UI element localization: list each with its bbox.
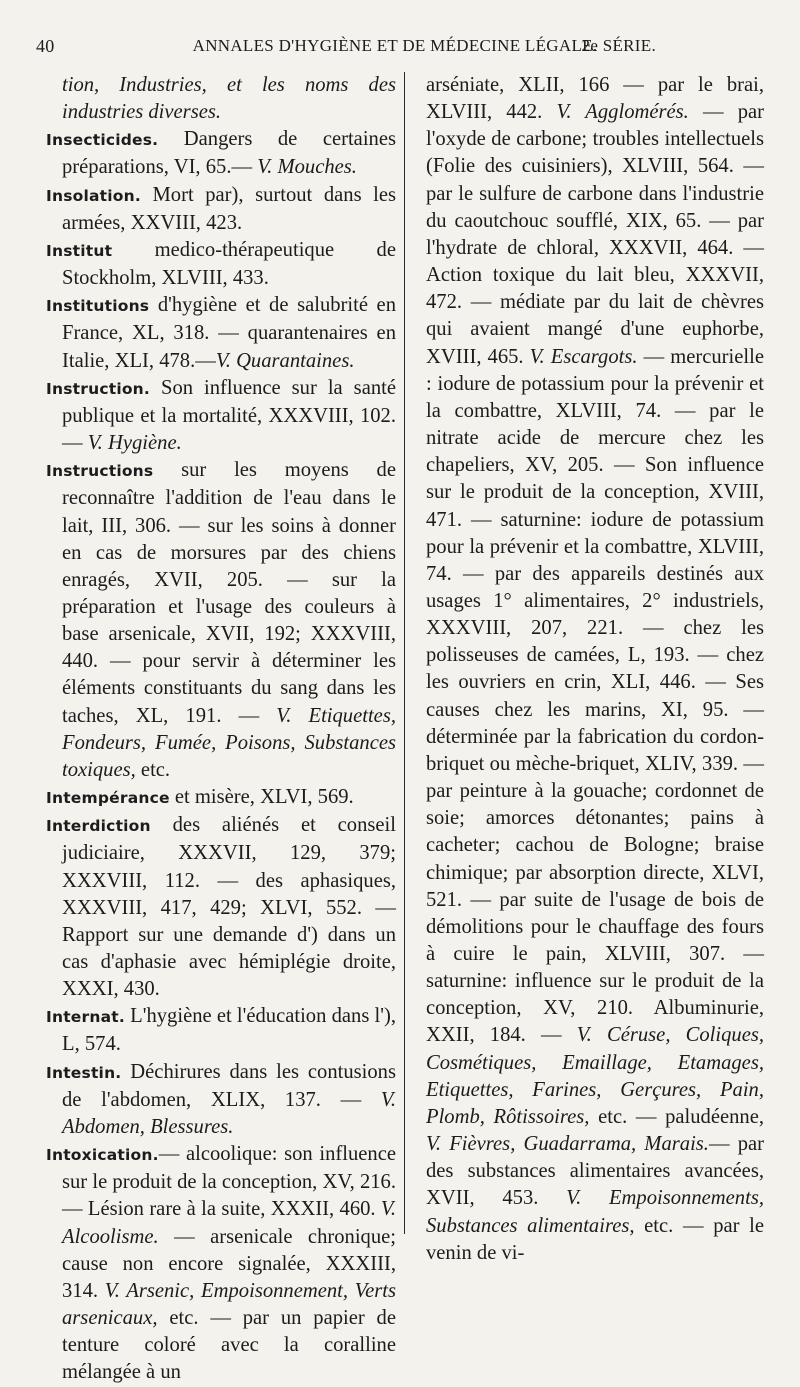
entry-term: Instructions bbox=[46, 462, 154, 481]
entry-text: L'hygiène et l'éducation dans l'), L, 574. bbox=[62, 1005, 396, 1056]
cross-reference: V. Agglomérés. bbox=[556, 101, 689, 124]
entry-text: etc. — paludéenne, bbox=[589, 1105, 765, 1128]
index-entry bbox=[46, 784, 396, 812]
entry-text: — arsenicale chronique; cause non encore signalée, XXXIII, 314. bbox=[62, 1225, 396, 1302]
entry-term: Institutions bbox=[46, 297, 150, 316]
series-label: 2e SÉRIE. bbox=[581, 36, 656, 55]
entry-text: — par des substances alimentaires avancées, XVII, 453. bbox=[426, 1133, 764, 1210]
entry-text: — alcoolique: son influence sur le produit de la conception, XV, 216. — Lésion rare à la suite, XXXII, 460. bbox=[62, 1143, 396, 1221]
index-entry bbox=[46, 457, 396, 784]
cross-reference: V. Abdomen, Blessures. bbox=[62, 1088, 396, 1138]
entry-text: etc. bbox=[135, 758, 171, 781]
entry-text: — mercurielle : iodure de potassium pour la prévenir et la combattre, XLVIII, 74. — par le nitrate acide de mercure chez les chapeliers, XV, 205. — Son influence sur le produit de la conception, XVIII, 471. — saturnine: iodure de potassium pour la prévenir et la combattre, XLVIII, 74. — par des appareils destinés aux usages 1° alimentaires, 2° industriels, XXXVIII, 207, 221. — chez les polisseuses de camées, L, 193. — chez les ouvriers en crin, XLI, 446. — Ses causes chez les marins, XI, 95. — déterminée par la fabrication du cordon-briquet ou mèche-briquet, XLIV, 339. — par peinture à la gouache; cordonnet de soie; amorces détonantes; pains à cacheter; cachou de Bologne; braise chimique; par absorption directe, XLVI, 521. — par suite de l'usage de bois de démolitions pour le chauffage des fours à cuire le pain, XLVIII, 307. — saturnine: influence sur le produit de la conception, XV, 210. Albuminurie, XXII, 184. — bbox=[426, 345, 764, 1047]
journal-title: ANNALES D'HYGIÈNE ET DE MÉDECINE LÉGALE. bbox=[192, 36, 598, 55]
entry-text: Déchirures dans les contusions de l'abdomen, XLIX, 137. — bbox=[62, 1060, 396, 1111]
entry-text: et misère, XLVI, 569. bbox=[169, 786, 354, 809]
cross-reference: V. Arsenic, Empoisonnement, Verts arsenicaux, bbox=[62, 1279, 396, 1330]
index-entry bbox=[426, 72, 764, 1267]
right-column bbox=[426, 72, 764, 1267]
entry-text: etc. — par un papier de tenture coloré avec la coralline mélangée à un bbox=[62, 1307, 396, 1384]
cross-reference: V. Etiquettes, Fondeurs, Fumée, Poisons, Substances toxiques, bbox=[62, 704, 396, 781]
entry-term: Intestin. bbox=[46, 1063, 122, 1082]
cross-reference: V. Alcoolisme. bbox=[62, 1198, 396, 1248]
cross-reference: V. Mouches. bbox=[257, 156, 357, 179]
index-entry bbox=[46, 182, 396, 237]
entry-term: Interdiction bbox=[46, 817, 151, 836]
entry-text: Son influence sur la santé publique et la mortalité, XXXVIII, 102.— bbox=[62, 376, 396, 455]
entry-term: Institut bbox=[46, 241, 113, 260]
running-header bbox=[34, 36, 766, 60]
index-entry bbox=[46, 1059, 396, 1141]
index-entry bbox=[46, 72, 396, 126]
index-entry bbox=[46, 292, 396, 374]
cross-reference: V. Empoisonnements, Substances alimentaires, bbox=[426, 1187, 764, 1237]
entry-text: sur les moyens de reconnaître l'addition de l'eau dans le lait, III, 306. — sur les soins à donner en cas de morsures par des chiens enragés, XVII, 205. — sur la préparation et l'usage des couleurs à base arsenicale, XVII, 192; XXXVIII, 440. — pour servir à déterminer les éléments constituants du sang dans les taches, XL, 191. — bbox=[62, 459, 396, 727]
page-number: 40 bbox=[36, 36, 55, 56]
cross-reference: V. Quarantaines. bbox=[215, 349, 355, 372]
entry-text: Dangers de certaines préparations, VI, 65.— bbox=[62, 128, 396, 179]
index-entry bbox=[46, 1003, 396, 1058]
entry-text: arséniate, XLII, 166 — par le brai, XLVIII, 442. bbox=[426, 74, 764, 124]
entry-term: Intoxication. bbox=[46, 1146, 159, 1165]
entry-text: des aliénés et conseil judiciaire, XXXVII, 129, 379; XXXVIII, 112. — des aphasiques, XXXVIII, 417, 429; XLVI, 552. — Rapport sur une demande d') dans un cas d'aphasie avec hémiplégie droite, XXXI, 430. bbox=[62, 814, 396, 1001]
index-entry bbox=[46, 812, 396, 1003]
cross-reference: V. Escargots. bbox=[529, 345, 638, 368]
cross-reference: V. Hygiène. bbox=[87, 432, 182, 455]
entry-text: Mort par), surtout dans les armées, XXVIII, 423. bbox=[62, 183, 396, 234]
entry-term: Intempérance bbox=[46, 789, 170, 808]
index-entry bbox=[46, 1141, 396, 1386]
index-entry bbox=[46, 237, 396, 292]
left-column bbox=[46, 72, 396, 1387]
entry-term: Insolation. bbox=[46, 186, 141, 205]
entry-text: etc. — par le venin de vi- bbox=[426, 1214, 764, 1264]
index-entry bbox=[46, 375, 396, 457]
entry-text: medico-thérapeutique de Stockholm, XLVIII, 433. bbox=[62, 238, 396, 290]
entry-term: Insecticides. bbox=[46, 131, 159, 150]
index-entry bbox=[46, 126, 396, 181]
cross-reference: tion, Industries, et les noms des industries diverses. bbox=[62, 74, 396, 124]
entry-text: — par l'oxyde de carbone; troubles intellectuels (Folie des cuisiniers), XLVIII, 564. — par le sulfure de carbone dans l'industrie du caoutchouc soufflé, XIX, 65. — par l'hydrate de chloral, XXXVII, 464. — Action toxique du lait bleu, XXXVII, 472. — médiate par du lait de chèvres qui avaient mangé d'une euphorbe, XVIII, 465. bbox=[426, 101, 764, 368]
cross-reference: V. Fièvres, Guadarrama, Marais. bbox=[426, 1133, 709, 1156]
entry-term: Instruction. bbox=[46, 379, 150, 398]
column-divider bbox=[404, 72, 405, 1234]
cross-reference: V. Céruse, Coliques, Cosmétiques, Emaillage, Etamages, Etiquettes, Farines, Gerçures, Pain, Plomb, Rôtissoires, bbox=[426, 1024, 764, 1128]
entry-text: d'hygiène et de salubrité en France, XL, 318. — quarantenaires en Italie, XLI, 478.— bbox=[62, 294, 396, 372]
entry-term: Internat. bbox=[46, 1008, 125, 1027]
